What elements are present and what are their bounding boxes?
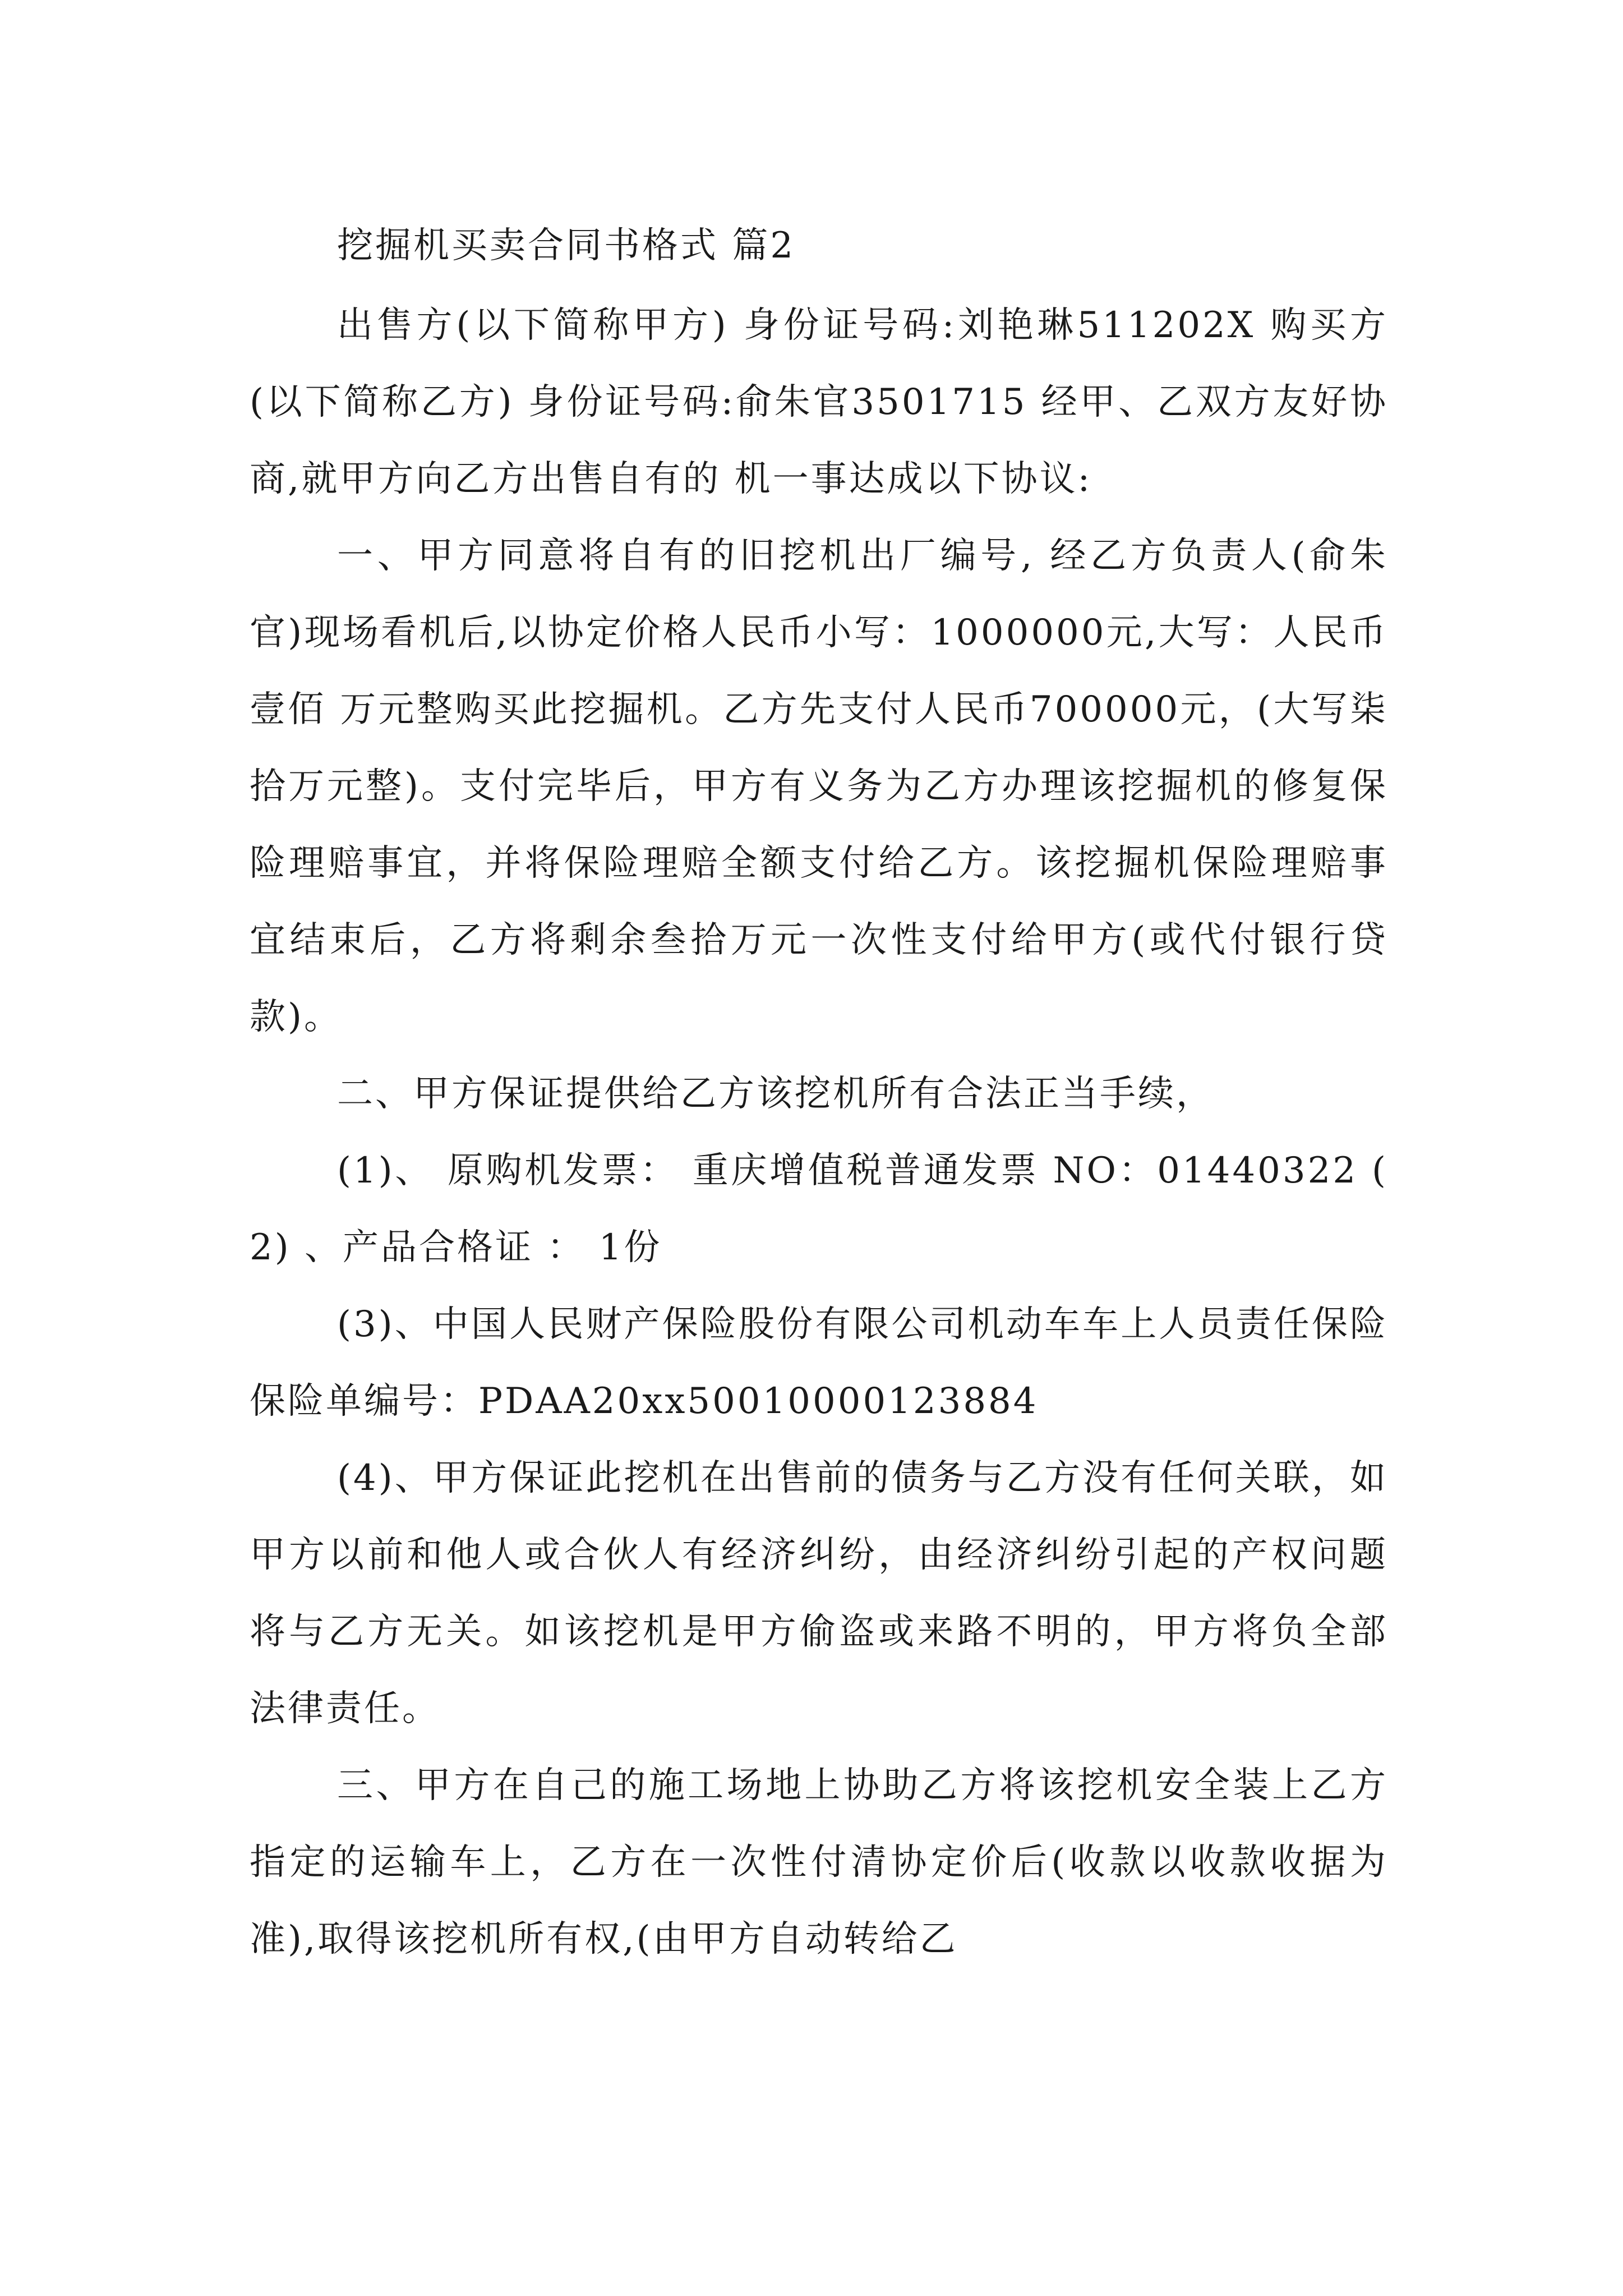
paragraph-clause-1: 一、甲方同意将自有的旧挖机出厂编号, 经乙方负责人(俞朱官)现场看机后,以协定价格人民币小写：1000000元,大写：人民币 壹佰 万元整购买此挖掘机。乙方先支付人民币700000元，(大写柒拾万元整)。支付完毕后，甲方有义务为乙方办理该挖掘机的修复保险理赔事宜，并将保险理赔全额支付给乙方。该挖掘机保险理赔事宜结束后，乙方将剩余叁拾万元一次性支付给甲方(或代付银行贷款)。 <box>250 535 1388 1038</box>
paragraph-parties: 出售方(以下简称甲方) 身份证号码:刘艳琳511202X 购买方(以下简称乙方) 身份证号码:俞朱官3501715 经甲、乙双方友好协商,就甲方向乙方出售自有的 机一事达成以下协议: <box>250 305 1388 500</box>
document-title: 挖掘机买卖合同书格式 篇2 <box>337 225 796 266</box>
paragraph-clause-2: 二、甲方保证提供给乙方该挖机所有合法正当手续， <box>337 1073 1214 1115</box>
paragraph-item-4: (4)、甲方保证此挖机在出售前的债务与乙方没有任何关联，如甲方以前和他人或合伙人有经济纠纷，由经济纠纷引起的产权问题将与乙方无关。如该挖机是甲方偷盗或来路不明的，甲方将负全部法律责任。 <box>250 1457 1388 1729</box>
paragraph-clause-3: 三、甲方在自己的施工场地上协助乙方将该挖机安全装上乙方指定的运输车上，乙方在一次性付清协定价后(收款以收款收据为准),取得该挖机所有权,(由甲方自动转给乙 <box>250 1765 1388 1960</box>
document-page <box>250 208 1388 1978</box>
paragraph-item-1-2: (1)、 原购机发票： 重庆增值税普通发票 NO：01440322 ( 2) 、产品合格证 ： 1份 <box>250 1150 1388 1268</box>
paragraph-item-3: (3)、中国人民财产保险股份有限公司机动车车上人员责任保险 保险单编号：PDAA20xx50010000123884 <box>250 1304 1388 1422</box>
